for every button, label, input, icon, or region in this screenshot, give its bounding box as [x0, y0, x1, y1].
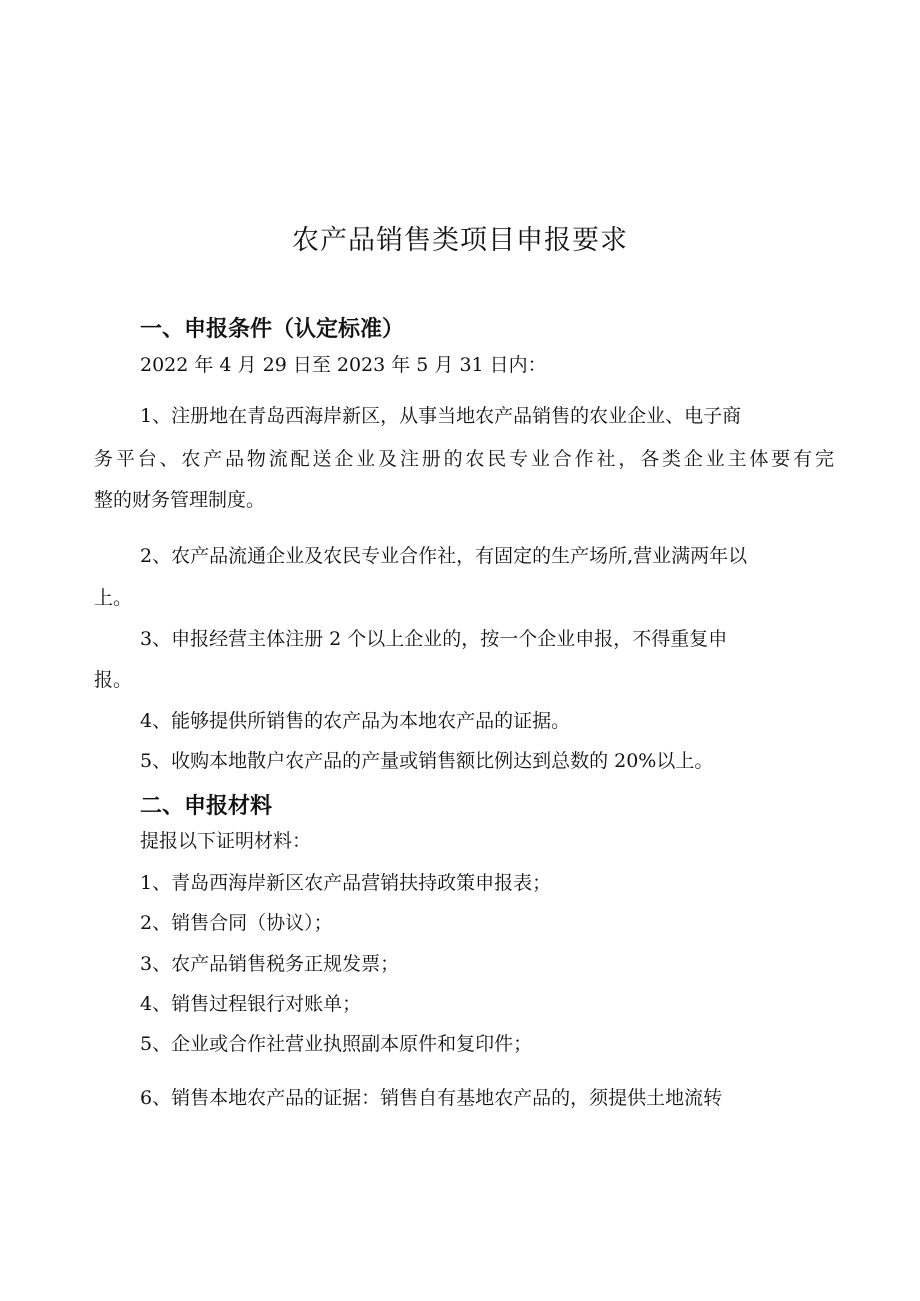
materials-intro: 提报以下证明材料： — [140, 830, 312, 852]
material-6-line-1: 6、销售本地农产品的证据：销售自有基地农产品的，须提供土地流转 — [140, 1087, 723, 1109]
material-5: 5、企业或合作社营业执照副本原件和复印件； — [140, 1033, 533, 1055]
section-heading-conditions: 一、申报条件（认定标准） — [140, 317, 405, 342]
condition-2-line-2: 上。 — [94, 587, 133, 609]
material-3: 3、农产品销售税务正规发票； — [140, 953, 400, 975]
condition-3-line-1: 3、申报经营主体注册 2 个以上企业的，按一个企业申报，不得重复申 — [140, 628, 728, 650]
application-period: 2022 年 4 月 29 日至 2023 年 5 月 31 日内： — [140, 354, 547, 376]
condition-1-line-3: 整的财务管理制度。 — [94, 489, 266, 511]
condition-2-line-1: 2、农产品流通企业及农民专业合作社，有固定的生产场所,营业满两年以 — [140, 545, 748, 567]
condition-4: 4、能够提供所销售的农产品为本地农产品的证据。 — [140, 710, 571, 732]
material-2: 2、销售合同（协议）； — [140, 912, 333, 934]
condition-3-line-2: 报。 — [94, 669, 133, 691]
condition-1-line-2: 务平台、农产品物流配送企业及注册的农民专业合作社，各类企业主体要有完 — [94, 448, 834, 470]
document-title: 农产品销售类项目申报要求 — [292, 225, 628, 256]
material-1: 1、青岛西海岸新区农产品营销扶持政策申报表； — [140, 872, 552, 894]
section-heading-materials: 二、申报材料 — [140, 794, 273, 819]
condition-5: 5、收购本地散户农产品的产量或销售额比例达到总数的 20%以上。 — [140, 750, 714, 772]
material-4: 4、销售过程银行对账单； — [140, 993, 362, 1015]
condition-1-line-1: 1、注册地在青岛西海岸新区，从事当地农产品销售的农业企业、电子商 — [140, 405, 742, 427]
